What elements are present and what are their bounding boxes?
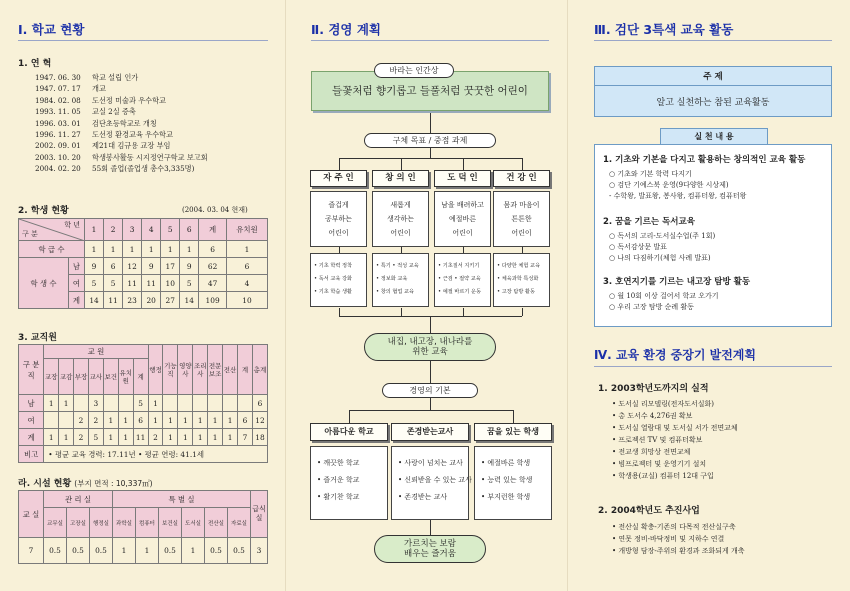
base-item: • 활기찬 학교 bbox=[317, 493, 360, 501]
facility-col-header: 전산실 bbox=[205, 508, 228, 538]
row-label: 여 bbox=[69, 275, 85, 292]
staff-table bbox=[18, 344, 268, 463]
facility-col-header: 고장실 bbox=[67, 508, 90, 538]
management-base-label: 경영의 기본 bbox=[382, 383, 478, 398]
table-cell: 2 bbox=[88, 412, 103, 429]
students-date: (2004. 03. 04 현재) bbox=[182, 206, 248, 214]
table-cell: 1 bbox=[226, 241, 267, 258]
table-row bbox=[19, 538, 268, 564]
table-cell: 0.5 bbox=[205, 538, 228, 564]
next-title: 2. 2004학년도 추진사업 bbox=[598, 506, 700, 516]
table-cell: 1 bbox=[85, 241, 104, 258]
theme-text: 알고 실천하는 참된 교육활동 bbox=[656, 98, 770, 108]
grade-header: 2 bbox=[104, 219, 123, 241]
row-label: 여 bbox=[19, 412, 44, 429]
staff-col-header: 조리사 bbox=[193, 345, 208, 395]
practice-item: ○ 독서감상문 발표 bbox=[609, 243, 667, 251]
row-label: 계 bbox=[69, 292, 85, 309]
base-items bbox=[474, 446, 552, 520]
virtue-task: • 근검 • 절약 교육 bbox=[438, 276, 481, 282]
history-item bbox=[35, 140, 208, 151]
history-date: 1996. 11. 27 bbox=[35, 130, 81, 140]
connector-line bbox=[430, 361, 431, 383]
virtue-line: 어린이 bbox=[511, 229, 532, 237]
table-cell bbox=[59, 412, 74, 429]
section-title-special-activities: Ⅲ. 검단 3특색 교육 활동 bbox=[594, 22, 734, 37]
table-cell: 2 bbox=[148, 429, 163, 446]
table-cell: 11 bbox=[104, 292, 123, 309]
virtue-task-list bbox=[372, 253, 429, 307]
staff-title: 3. 교직원 bbox=[18, 333, 57, 343]
staff-col-header: 영양사 bbox=[178, 345, 193, 395]
base-item: • 능력 있는 학생 bbox=[481, 476, 533, 484]
list-item: • 학생용(교실) 컴퓨터 12대 구입 bbox=[612, 472, 714, 480]
base-item: • 예절바른 학생 bbox=[481, 459, 531, 467]
history-text: 도선정 환경교육 우수학교 bbox=[92, 130, 173, 140]
virtue-line: 새롭게 bbox=[390, 201, 411, 209]
table-cell: 1 bbox=[44, 429, 59, 446]
base-items bbox=[310, 446, 388, 520]
table-cell: 0.5 bbox=[44, 538, 67, 564]
table-cell: 1 bbox=[223, 412, 238, 429]
table-cell bbox=[208, 395, 223, 412]
table-cell bbox=[44, 412, 59, 429]
history-date: 2002. 09. 01 bbox=[35, 141, 81, 151]
practice-item: ○ 우리 고장 탐방 순례 활동 bbox=[609, 303, 694, 311]
practice-group-title: 3. 호연지기를 기르는 내고장 탐방 활동 bbox=[603, 277, 751, 287]
table-cell: 5 bbox=[104, 275, 123, 292]
history-date: 2004. 02. 20 bbox=[35, 164, 81, 174]
table-cell: 5 bbox=[133, 395, 148, 412]
table-cell: 3 bbox=[251, 538, 268, 564]
connector-line bbox=[463, 308, 464, 316]
ideal-label: 바라는 인간상 bbox=[374, 63, 454, 78]
table-cell bbox=[238, 395, 253, 412]
history-date: 1947. 06. 30 bbox=[35, 73, 81, 82]
practice-label: 실 천 내 용 bbox=[660, 128, 768, 145]
table-cell: 5 bbox=[85, 275, 104, 292]
staff-col-header: 교감 bbox=[59, 359, 74, 395]
table-cell: 0.5 bbox=[228, 538, 251, 564]
until-list bbox=[612, 398, 738, 482]
table-cell: 1 bbox=[118, 429, 133, 446]
virtue-line: 어린이 bbox=[452, 229, 473, 237]
table-cell: 0.5 bbox=[159, 538, 182, 564]
staff-col-header: 전문보조 bbox=[208, 345, 223, 395]
table-cell: 1 bbox=[44, 395, 59, 412]
list-item: • 전산실 확충-기존의 다목적 전산실구축 bbox=[612, 523, 736, 531]
table-cell: 6 bbox=[199, 241, 227, 258]
table-cell: 1 bbox=[180, 241, 199, 258]
table-cell bbox=[223, 395, 238, 412]
facility-col-header: 행정실 bbox=[90, 508, 113, 538]
history-text: 개교 bbox=[92, 84, 106, 94]
facility-col-header: 교무실 bbox=[44, 508, 67, 538]
base-item: • 즐거운 학교 bbox=[317, 476, 360, 484]
staff-col-header: 교장 bbox=[44, 359, 59, 395]
history-title: 1. 연 혁 bbox=[18, 59, 52, 69]
base-header: 아름다운 학교 bbox=[310, 423, 388, 441]
classroom-header: 교 실 bbox=[19, 491, 44, 538]
category-corner-label: 구 분 bbox=[22, 230, 38, 238]
section-title-management-plan: Ⅱ. 경영 계획 bbox=[311, 22, 381, 37]
table-cell: 1 bbox=[118, 412, 133, 429]
table-cell: 10 bbox=[226, 292, 267, 309]
facility-col-header: 과학실 bbox=[113, 508, 136, 538]
table-cell: 1 bbox=[123, 241, 142, 258]
virtue-task-list bbox=[493, 253, 550, 307]
table-cell: 1 bbox=[104, 241, 123, 258]
teaching-joy-label: 가르치는 보람 배우는 즐거움 bbox=[374, 535, 486, 563]
table-row bbox=[19, 412, 268, 429]
table-cell: 0.5 bbox=[90, 538, 113, 564]
connector-line bbox=[430, 520, 431, 535]
history-date: 2003. 10. 20 bbox=[35, 152, 81, 162]
virtue-line: 예절바른 bbox=[448, 215, 477, 223]
grade-header: 5 bbox=[161, 219, 180, 241]
table-row bbox=[19, 258, 268, 275]
connector-line bbox=[430, 108, 431, 135]
base-items bbox=[391, 446, 472, 520]
row-label: 학 생 수 bbox=[19, 258, 69, 309]
facility-col-header: 컴퓨터 bbox=[136, 508, 159, 538]
connector-line bbox=[430, 316, 431, 334]
table-cell: 1 bbox=[178, 412, 193, 429]
table-cell bbox=[118, 395, 133, 412]
history-text: 학교 설립 인가 bbox=[92, 73, 139, 82]
table-cell: 109 bbox=[199, 292, 227, 309]
special-room-header: 특 별 실 bbox=[113, 491, 251, 508]
base-item: • 신뢰받을 수 있는 교사 bbox=[398, 476, 472, 484]
row-label: 남 bbox=[69, 258, 85, 275]
table-cell bbox=[103, 395, 118, 412]
table-cell: 1 bbox=[163, 429, 178, 446]
facility-title: 라. 시설 현황 (부지 면적 : 10,337㎡) bbox=[18, 479, 153, 489]
grade-header: 4 bbox=[142, 219, 161, 241]
virtue-task: • 정보화 교육 bbox=[376, 276, 408, 282]
next-list bbox=[612, 521, 745, 557]
practice-item: ○ 기초와 기본 학력 다지기 bbox=[609, 170, 692, 178]
virtue-line: 몸과 마음이 bbox=[503, 201, 540, 209]
table-cell: 6 bbox=[226, 258, 267, 275]
practice-group-title: 1. 기초와 기본을 다지고 활용하는 창의적인 교육 활동 bbox=[603, 155, 806, 165]
grade-header: 3 bbox=[123, 219, 142, 241]
table-row bbox=[19, 395, 268, 412]
section-divider bbox=[594, 40, 832, 41]
virtue-header: 자 주 인 bbox=[310, 170, 367, 187]
table-cell: 1 bbox=[59, 395, 74, 412]
theme-box bbox=[594, 66, 832, 117]
section-divider bbox=[594, 366, 832, 367]
table-cell: 14 bbox=[85, 292, 104, 309]
table-cell: 5 bbox=[180, 275, 199, 292]
students-table bbox=[18, 218, 268, 309]
virtue-line: 어린이 bbox=[328, 229, 349, 237]
table-cell: 1 bbox=[178, 429, 193, 446]
table-cell: 1 bbox=[182, 538, 205, 564]
table-cell bbox=[193, 395, 208, 412]
table-cell: 11 bbox=[133, 429, 148, 446]
staff-type-header: 구 분 직 bbox=[19, 345, 44, 395]
list-item: • 빔프로젝터 및 운영기기 설치 bbox=[612, 460, 707, 468]
history-item bbox=[35, 106, 208, 117]
practice-group-title: 2. 꿈을 기르는 독서교육 bbox=[603, 217, 695, 227]
table-cell: 1 bbox=[148, 395, 163, 412]
table-cell: 17 bbox=[161, 258, 180, 275]
theme-divider bbox=[595, 85, 831, 86]
connector-line bbox=[339, 158, 522, 159]
goals-label: 구체 목표 / 중점 과제 bbox=[364, 133, 496, 148]
table-cell: 2 bbox=[74, 429, 89, 446]
table-cell: 1 bbox=[136, 538, 159, 564]
table-cell: 11 bbox=[142, 275, 161, 292]
table-cell: 10 bbox=[161, 275, 180, 292]
special-activities-column bbox=[568, 0, 850, 591]
staff-col-header: 전산 bbox=[223, 345, 238, 395]
connector-line bbox=[349, 410, 350, 423]
virtue-description bbox=[493, 191, 550, 247]
table-cell: 1 bbox=[59, 429, 74, 446]
section-title-environment-plan: Ⅳ. 교육 환경 중장기 발전계획 bbox=[594, 348, 756, 362]
until-title: 1. 2003학년도까지의 실적 bbox=[598, 384, 709, 394]
facility-table bbox=[18, 490, 268, 564]
table-cell: 1 bbox=[193, 412, 208, 429]
history-date: 1947. 07. 17 bbox=[35, 84, 81, 94]
virtue-task-list bbox=[310, 253, 367, 307]
virtue-task: • 기초질서 지키기 bbox=[438, 263, 480, 269]
history-text: 55회 졸업(졸업생 총수3,335명) bbox=[92, 164, 195, 174]
virtue-task: • 다양한 체험 교육 bbox=[497, 263, 541, 269]
virtue-line: 어린이 bbox=[390, 229, 411, 237]
virtue-task: • 고장 탐방 활동 bbox=[497, 289, 536, 295]
practice-item: - 수학왕, 발표왕, 봉사왕, 컴퓨터왕, 컴퓨터왕 bbox=[609, 192, 747, 200]
connector-line bbox=[430, 148, 431, 158]
table-cell: 1 bbox=[161, 241, 180, 258]
table-cell bbox=[74, 395, 89, 412]
table-cell: 9 bbox=[142, 258, 161, 275]
table-cell: 9 bbox=[85, 258, 104, 275]
students-corner-cell bbox=[19, 219, 85, 241]
section-divider bbox=[18, 40, 268, 41]
section-title-school-status: Ⅰ. 학교 현황 bbox=[18, 22, 85, 37]
virtue-task: • 기초 학력 정착 bbox=[314, 263, 353, 269]
table-cell: 7 bbox=[238, 429, 253, 446]
virtue-description bbox=[372, 191, 429, 247]
table-cell bbox=[163, 395, 178, 412]
table-cell: 9 bbox=[180, 258, 199, 275]
staff-col-header: 부장 bbox=[74, 359, 89, 395]
table-cell: 23 bbox=[123, 292, 142, 309]
history-text: 학생봉사활동 시지정연구학교 보고회 bbox=[92, 152, 208, 162]
table-cell: 4 bbox=[226, 275, 267, 292]
grade-header: 유치원 bbox=[226, 219, 267, 241]
list-item: • 연못 정비-바닥정비 및 지하수 연결 bbox=[612, 535, 725, 543]
kitchen-header: 급식실 bbox=[251, 491, 268, 538]
table-cell: 5 bbox=[88, 429, 103, 446]
grade-header: 1 bbox=[85, 219, 104, 241]
practice-item: ○ 검단 기예스북 운영(9다양한 시상제) bbox=[609, 181, 729, 189]
history-date: 1996. 03. 01 bbox=[35, 118, 81, 128]
staff-remark: • 평균 교육 경력: 17.11년 • 평균 연령: 41.1세 bbox=[44, 446, 268, 463]
list-item: • 개방형 담장-주위의 환경과 조화되게 개축 bbox=[612, 547, 745, 555]
table-cell: 62 bbox=[199, 258, 227, 275]
table-cell: 1 bbox=[163, 412, 178, 429]
teacher-group-header: 교 원 bbox=[44, 345, 148, 359]
virtue-line: 남을 배려하고 bbox=[441, 201, 484, 209]
table-cell: 1 bbox=[208, 429, 223, 446]
virtue-task: • 특기 • 적성 교육 bbox=[376, 263, 419, 269]
table-cell: 18 bbox=[252, 429, 267, 446]
table-cell: 12 bbox=[252, 412, 267, 429]
virtue-task: • 독서 교육 강화 bbox=[314, 276, 353, 282]
grade-corner-label: 학 년 bbox=[64, 221, 80, 229]
table-cell: 6 bbox=[252, 395, 267, 412]
virtue-description bbox=[434, 191, 491, 247]
virtue-description bbox=[310, 191, 367, 247]
connector-line bbox=[339, 308, 340, 316]
history-item bbox=[35, 163, 208, 174]
connector-line bbox=[349, 410, 513, 411]
school-status-column bbox=[0, 0, 285, 591]
practice-item: ○ 월 10회 이상 걸어서 학교 오가기 bbox=[609, 292, 719, 300]
history-date: 1984. 02. 08 bbox=[35, 95, 81, 105]
history-item bbox=[35, 72, 208, 83]
list-item: • 총 도서수 4,276권 확보 bbox=[612, 412, 693, 420]
history-item bbox=[35, 95, 208, 106]
table-cell: 1 bbox=[148, 412, 163, 429]
virtue-task: • 창의 협업 교육 bbox=[376, 289, 415, 295]
virtue-header: 건 강 인 bbox=[493, 170, 550, 187]
staff-col-header: 계 bbox=[238, 345, 253, 395]
facility-area: (부지 면적 : 10,337㎡) bbox=[74, 479, 153, 488]
grade-header: 계 bbox=[199, 219, 227, 241]
practice-item: ○ 독서의 고리-도서실수업(주 1회) bbox=[609, 232, 716, 240]
virtue-task: • 예절 바르기 운동 bbox=[438, 289, 482, 295]
table-cell: 20 bbox=[142, 292, 161, 309]
table-cell: 1 bbox=[113, 538, 136, 564]
connector-line bbox=[430, 398, 431, 410]
list-item: • 전교생 희망상 전면교체 bbox=[612, 448, 691, 456]
theme-label: 주 제 bbox=[703, 72, 723, 82]
practice-box bbox=[594, 144, 832, 327]
staff-col-header: 보건 bbox=[103, 359, 118, 395]
management-plan-column bbox=[285, 0, 568, 591]
table-row bbox=[19, 446, 268, 463]
virtue-task: • 기초 학습 생활 bbox=[314, 289, 353, 295]
history-item bbox=[35, 129, 208, 140]
admin-room-header: 관 리 실 bbox=[44, 491, 113, 508]
table-cell: 3 bbox=[88, 395, 103, 412]
connector-line bbox=[401, 308, 402, 316]
ideal-text: 들꽃처럼 향기롭고 들풀처럼 꿋꿋한 어린이 bbox=[332, 85, 528, 97]
staff-col-header: 기능직 bbox=[163, 345, 178, 395]
grade-header: 6 bbox=[180, 219, 199, 241]
table-cell: 0.5 bbox=[67, 538, 90, 564]
facility-col-header: 보건실 bbox=[159, 508, 182, 538]
base-header: 꿈을 있는 학생 bbox=[474, 423, 552, 441]
list-item: • 프로젝션 TV 및 컴퓨터확보 bbox=[612, 436, 703, 444]
row-label: 계 bbox=[19, 429, 44, 446]
history-text: 도선정 미술과 우수학교 bbox=[92, 95, 167, 105]
virtue-line: 튼튼한 bbox=[511, 215, 532, 223]
base-item: • 깨끗한 학교 bbox=[317, 459, 360, 467]
table-cell: 2 bbox=[74, 412, 89, 429]
base-item: • 부지런한 학생 bbox=[481, 493, 531, 501]
base-item: • 사랑이 넘치는 교사 bbox=[398, 459, 463, 467]
practice-item: ○ 나의 다짐하기(체험 사례 발표) bbox=[609, 254, 711, 262]
community-education-label: 내집, 내고장, 내나라를 위한 교육 bbox=[364, 333, 496, 361]
students-title: 2. 학생 현황 bbox=[18, 206, 69, 216]
table-cell: 1 bbox=[142, 241, 161, 258]
history-text: 검단초등학교로 개칭 bbox=[92, 118, 157, 128]
table-cell: 11 bbox=[123, 275, 142, 292]
table-row bbox=[19, 429, 268, 446]
staff-col-header: 총계 bbox=[252, 345, 267, 395]
virtue-task: • 체육과학 특성화 bbox=[497, 276, 539, 282]
table-cell: 1 bbox=[208, 412, 223, 429]
table-cell: 1 bbox=[223, 429, 238, 446]
row-label: 비고 bbox=[19, 446, 44, 463]
table-row bbox=[19, 241, 268, 258]
history-item bbox=[35, 83, 208, 94]
base-item: • 존경받는 교사 bbox=[398, 493, 448, 501]
table-cell: 7 bbox=[19, 538, 44, 564]
history-text: 교실 2실 증축 bbox=[92, 107, 136, 117]
virtue-task-list bbox=[434, 253, 491, 307]
row-label: 남 bbox=[19, 395, 44, 412]
staff-col-header: 유치원 bbox=[118, 359, 133, 395]
facility-col-header: 자료실 bbox=[228, 508, 251, 538]
list-item: • 도서실 열람대 및 도서실 서가 전면교체 bbox=[612, 424, 738, 432]
staff-col-header: 교사 bbox=[88, 359, 103, 395]
table-cell: 27 bbox=[161, 292, 180, 309]
section-divider bbox=[311, 40, 549, 41]
virtue-header: 창 의 인 bbox=[372, 170, 429, 187]
history-item bbox=[35, 152, 208, 163]
table-cell: 6 bbox=[238, 412, 253, 429]
base-header: 존경받는교사 bbox=[391, 423, 469, 441]
staff-col-header: 계 bbox=[133, 359, 148, 395]
virtue-header: 도 덕 인 bbox=[434, 170, 491, 187]
connector-line bbox=[522, 308, 523, 316]
table-cell: 6 bbox=[133, 412, 148, 429]
table-cell bbox=[178, 395, 193, 412]
history-list bbox=[35, 72, 208, 175]
table-cell: 47 bbox=[199, 275, 227, 292]
facility-col-header: 도서실 bbox=[182, 508, 205, 538]
table-cell: 1 bbox=[193, 429, 208, 446]
history-text: 제21대 김규용 교장 부임 bbox=[92, 141, 171, 151]
virtue-line: 공부하는 bbox=[324, 215, 353, 223]
table-cell: 12 bbox=[123, 258, 142, 275]
connector-line bbox=[513, 410, 514, 423]
row-label: 학 급 수 bbox=[19, 241, 85, 258]
history-item bbox=[35, 118, 208, 129]
table-cell: 1 bbox=[103, 412, 118, 429]
table-cell: 6 bbox=[104, 258, 123, 275]
table-cell: 1 bbox=[103, 429, 118, 446]
virtue-line: 생각하는 bbox=[386, 215, 415, 223]
virtue-line: 즐겁게 bbox=[328, 201, 349, 209]
staff-col-header: 행정 bbox=[148, 345, 163, 395]
history-date: 1993. 11. 05 bbox=[35, 107, 81, 117]
list-item: • 도서실 리모델링(전자도서실화) bbox=[612, 400, 714, 408]
table-cell: 14 bbox=[180, 292, 199, 309]
